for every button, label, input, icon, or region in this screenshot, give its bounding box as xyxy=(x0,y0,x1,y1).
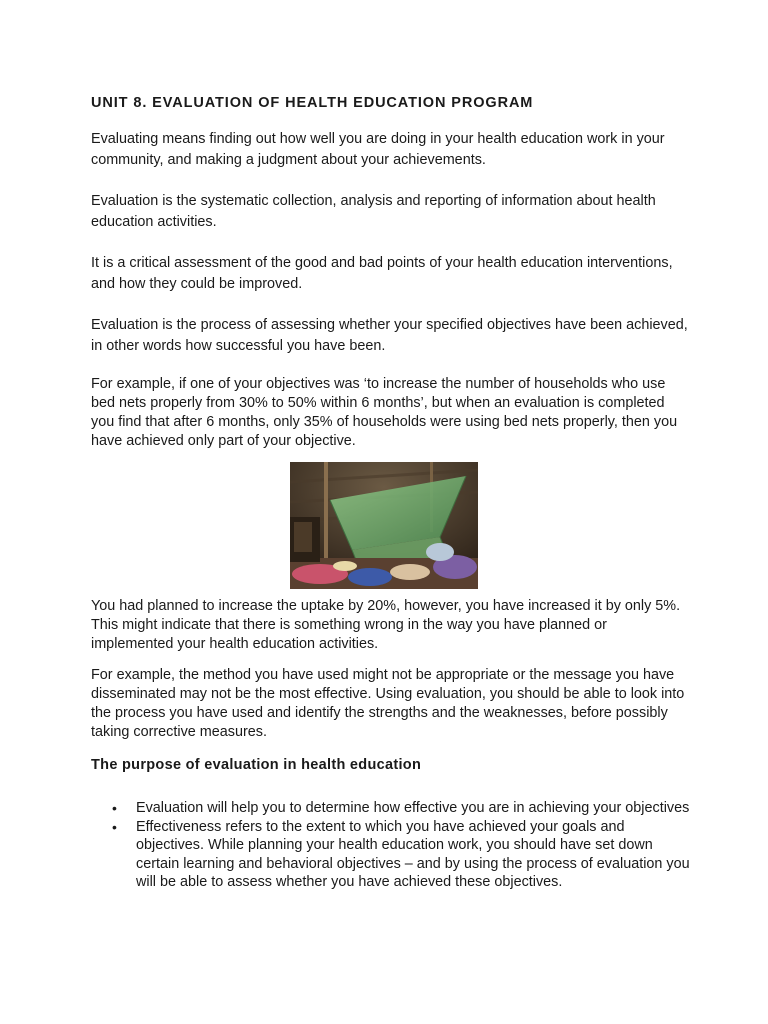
paragraph-bed-net-example: For example, if one of your objectives was ‘to increase the number of households who use bed nets properly from 30% to 50% within 6 months’, but when an evaluation is completed you find that after 6 months, only 35% of households were using bed nets properly, then you have achieved only part of your objective. xyxy=(91,376,678,449)
bed-net-photo xyxy=(290,462,478,589)
purpose-bullet-list xyxy=(91,799,691,892)
list-item-text: Evaluation will help you to determine how effective you are in achieving your objectives xyxy=(136,800,690,816)
list-item-text: Effectiveness refers to the extent to which you have achieved your goals and objectives. While planning your health education work, you should have set down certain learning and behavioral objectives – and by using the process of evaluation you will be able to assess whether you have achieved these objectives. xyxy=(136,818,690,890)
unit-title: UNIT 8. EVALUATION OF HEALTH EDUCATION PROGRAM xyxy=(91,95,534,111)
paragraph-uptake-result: You had planned to increase the uptake by 20%, however, you have increased it by only 5%. This might indicate that there is something wrong in the way you have planned or implemented your health education activities. xyxy=(91,598,681,652)
paragraph-method-example: For example, the method you have used might not be appropriate or the message you have disseminated may not be the most effective. Using evaluation, you should be able to look into the process you have used and identify the strengths and the weaknesses, before possibly taking corrective measures. xyxy=(91,667,685,740)
list-item xyxy=(91,799,691,818)
paragraph-definition: Evaluating means finding out how well you are doing in your health education work in your community, and making a judgment about your achievements. xyxy=(91,131,665,168)
paragraph-critical-assessment: It is a critical assessment of the good and bad points of your health education interventions, and how they could be improved. xyxy=(91,255,673,292)
bullet-marker: • xyxy=(112,818,117,835)
paragraph-objectives-achieved: Evaluation is the process of assessing whether your specified objectives have been achieved, in other words how successful you have been. xyxy=(91,317,688,354)
bullet-marker: • xyxy=(112,800,117,816)
list-item xyxy=(91,818,691,892)
section-heading-purpose: The purpose of evaluation in health education xyxy=(91,757,422,773)
paragraph-systematic-collection: Evaluation is the systematic collection, analysis and reporting of information about health education activities. xyxy=(91,193,656,230)
